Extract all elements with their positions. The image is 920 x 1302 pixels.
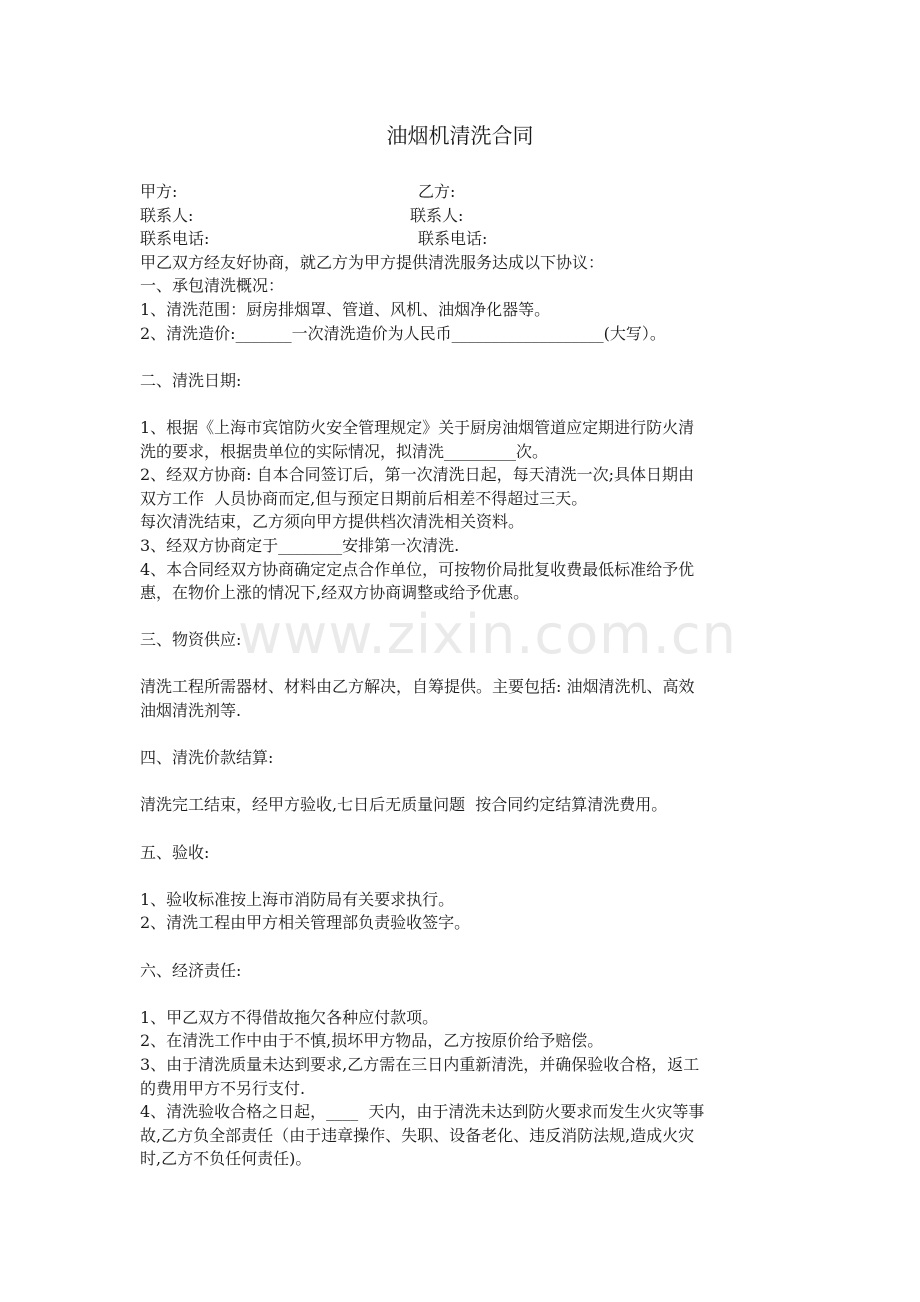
section-1-heading: 一、承包清洗概况： — [140, 276, 285, 296]
section-2-p3: 每次清洗结束，乙方须向甲方提供档次清洗相关资料。 — [140, 512, 525, 532]
section-6-item-1: 1、甲乙双方不得借故拖欠各种应付款项。 — [140, 1007, 439, 1027]
spacer — [140, 345, 785, 369]
spacer — [140, 392, 785, 416]
spacer — [140, 652, 785, 676]
section-6-item-2: 2、在清洗工作中由于不慎,损坏甲方物品，乙方按原价给予赔偿。 — [140, 1031, 604, 1051]
section-6-item-3-line1: 3、由于清洗质量未达到要求,乙方需在三日内重新清洗，并确保验收合格，返工 — [140, 1054, 700, 1074]
spacer — [140, 864, 785, 888]
section-6-item-4-line1: 4、清洗验收合格之日起，____ 天内，由于清洗未达到防火要求而发生火灾等事 — [140, 1102, 705, 1122]
section-2-p2-line2: 双方工作 人员协商而定,但与预定日期前后相差不得超过三天。 — [140, 488, 588, 508]
spacer — [140, 723, 785, 747]
section-2-p2-line1: 2、经双方协商: 自本合同签订后，第一次清洗日起，每天清洗一次;具体日期由 — [140, 465, 695, 485]
spacer — [140, 982, 785, 1006]
section-1-item-2: 2、清洗造价:_______一次清洗造价为人民币___________________(大写）。 — [140, 323, 666, 343]
party-b-label: 乙方: — [418, 182, 456, 201]
section-4-p1: 清洗完工结束，经甲方验收,七日后无质量问题 按合同约定结算清洗费用。 — [140, 795, 668, 815]
section-5-heading: 五、验收: — [140, 842, 210, 862]
section-6-item-3-line2: 的费用甲方不另行支付. — [140, 1078, 306, 1098]
document-body — [140, 180, 785, 1171]
phone-b-label: 联系电话: — [418, 229, 488, 249]
section-1-item-1: 1、清洗范围：厨房排烟罩、管道、风机、油烟净化器等。 — [140, 299, 551, 319]
section-2-heading: 二、清洗日期: — [140, 370, 242, 390]
spacer — [140, 817, 785, 841]
watermark: www.zixin.com.cn — [238, 603, 737, 666]
document-title: 油烟机清洗合同 — [386, 124, 534, 148]
section-2-p5-line1: 4、本合同经双方协商确定定点合作单位，可按物价局批复收费最低标准给予优 — [140, 559, 695, 579]
intro-paragraph: 甲乙双方经友好协商，就乙方为甲方提供清洗服务达成以下协议： — [140, 252, 605, 272]
spacer — [140, 935, 785, 959]
section-5-item-1: 1、验收标准按上海市消防局有关要求执行。 — [140, 889, 455, 909]
party-line — [140, 180, 785, 204]
phone-a-label: 联系电话: — [140, 229, 210, 249]
contact-a-label: 联系人: — [140, 205, 194, 225]
section-5-item-2: 2、清洗工程由甲方相关管理部负责验收签字。 — [140, 913, 471, 933]
section-3-p1-line1: 清洗工程所需器材、材料由乙方解决，自筹提供。主要包括: 油烟清洗机、高效 — [140, 677, 695, 697]
section-6-heading: 六、经济责任: — [140, 960, 242, 980]
contact-b-label: 联系人: — [410, 205, 464, 225]
section-2-p5-line2: 惠，在物价上涨的情况下,经双方协商调整或给予优惠。 — [140, 583, 530, 603]
section-2-p4: 3、经双方协商定于________安排第一次清洗. — [140, 535, 460, 555]
section-3-heading: 三、物资供应: — [140, 630, 242, 650]
spacer — [140, 770, 785, 794]
spacer — [140, 605, 785, 629]
section-3-p1-line2: 油烟清洗剂等. — [140, 701, 242, 721]
section-4-heading: 四、清洗价款结算: — [140, 748, 274, 768]
contact-line — [140, 204, 785, 228]
phone-line — [140, 227, 785, 251]
section-2-p1-line1: 1、根据《上海市宾馆防火安全管理规定》关于厨房油烟管道应定期进行防火清 — [140, 417, 695, 437]
party-a-label: 甲方: — [140, 182, 178, 201]
section-6-item-4-line3: 时,乙方不负任何责任)。 — [140, 1149, 312, 1169]
section-2-p1-line2: 洗的要求，根据贵单位的实际情况，拟清洗_________次。 — [140, 441, 549, 461]
section-6-item-4-line2: 故,乙方负全部责任（由于违章操作、失职、设备老化、违反消防法规,造成火灾 — [140, 1125, 695, 1145]
